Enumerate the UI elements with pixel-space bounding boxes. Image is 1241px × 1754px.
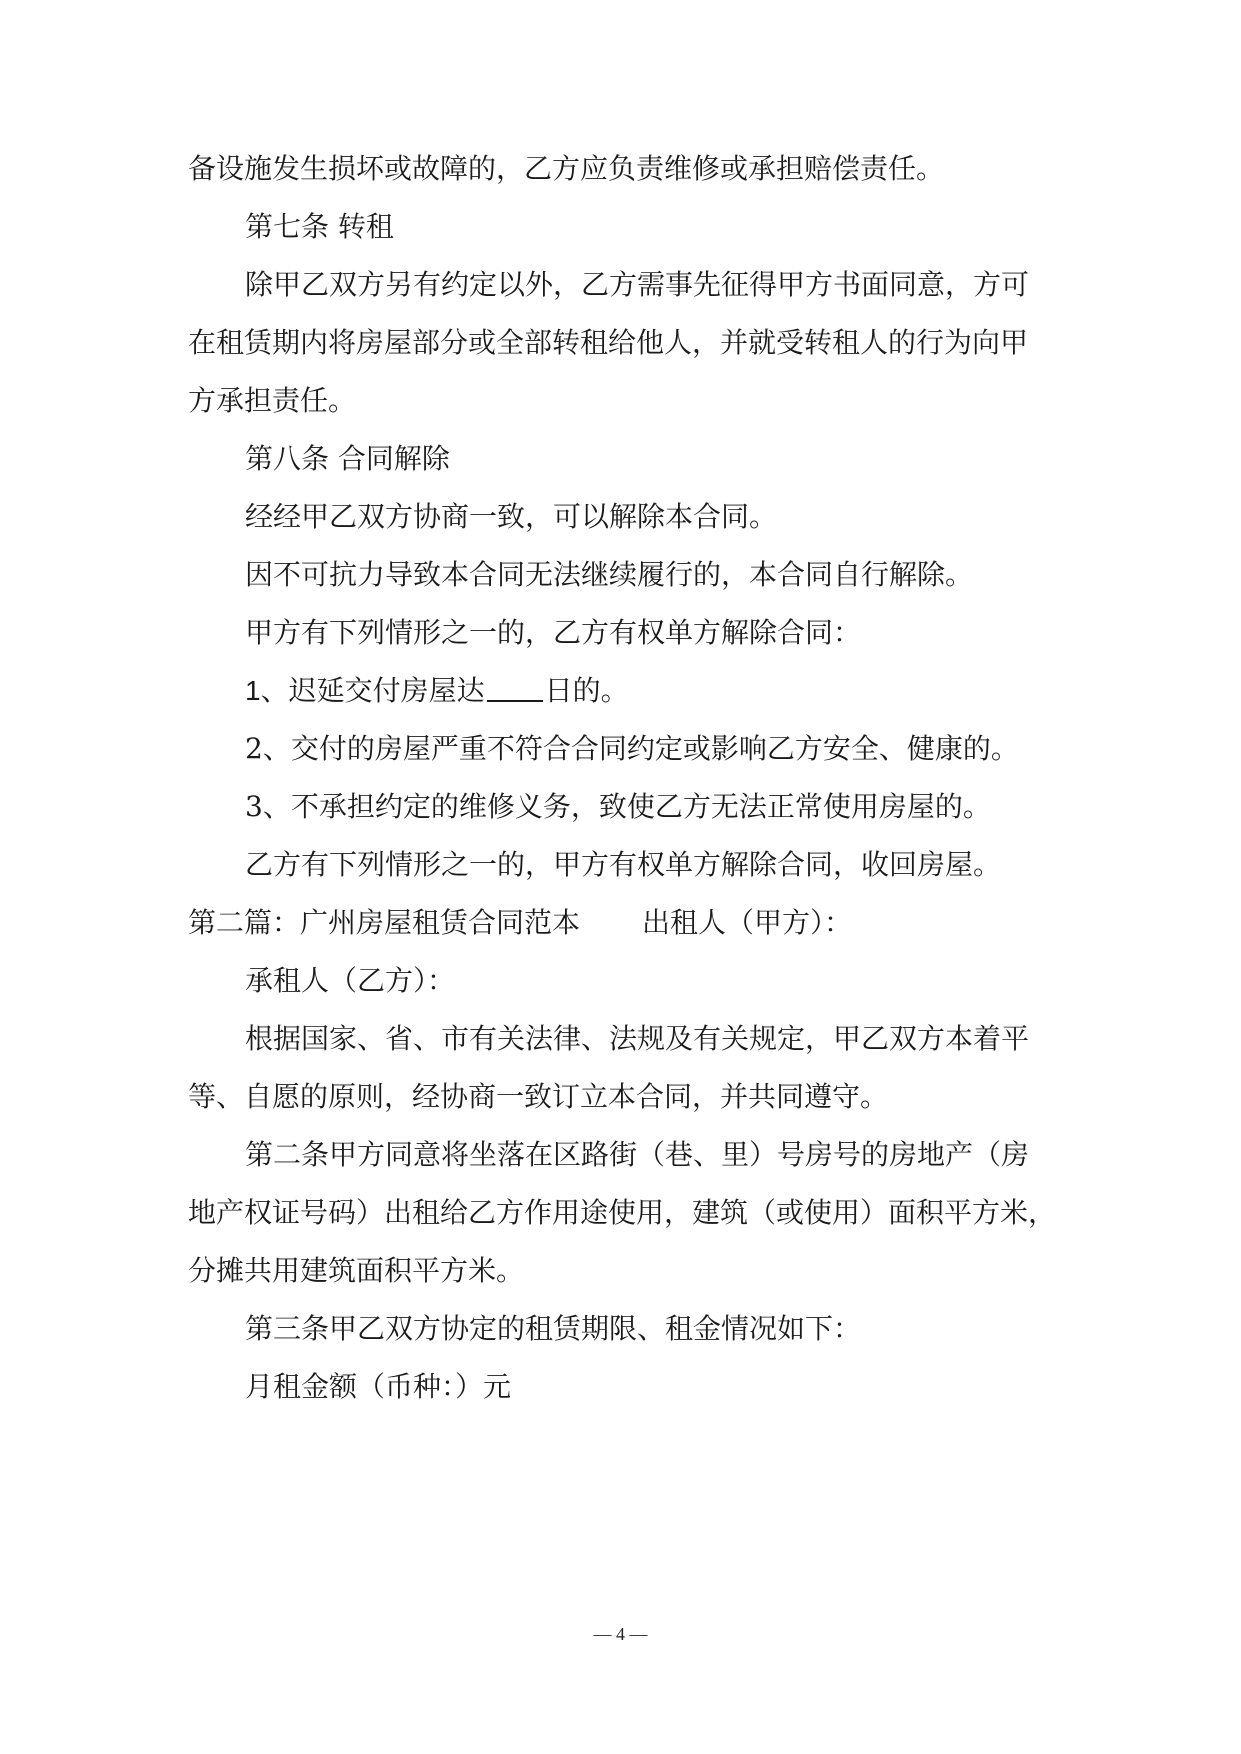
section-title: 第二篇：广州房屋租赁合同范本	[188, 906, 581, 939]
lessor-label: 出租人（甲方）：	[642, 906, 853, 939]
list-item: 3、不承担约定的维修义务，致使乙方无法正常使用房屋的。	[245, 790, 991, 823]
paragraph-line: 方承担责任。	[188, 384, 357, 417]
paragraph-line: 甲方有下列情形之一的，乙方有权单方解除合同：	[245, 616, 862, 649]
list-item-text: 1、迟延交付房屋达	[245, 675, 485, 706]
paragraph-line: 在租赁期内将房屋部分或全部转租给他人，并就受转租人的行为向甲	[188, 326, 1029, 359]
list-item: 2、交付的房屋严重不符合合同约定或影响乙方安全、健康的。	[245, 732, 1019, 765]
list-item-text: 日的。	[544, 674, 629, 707]
paragraph-line: 除甲乙双方另有约定以外，乙方需事先征得甲方书面同意，方可	[245, 268, 1030, 301]
list-item	[245, 673, 629, 709]
paragraph-line: 等、自愿的原则，经协商一致订立本合同，并共同遵守。	[188, 1080, 889, 1113]
paragraph-line: 乙方有下列情形之一的，甲方有权单方解除合同，收回房屋。	[245, 848, 1002, 881]
lessee-label: 承租人（乙方）：	[245, 964, 456, 997]
paragraph-line: 因不可抗力导致本合同无法继续履行的，本合同自行解除。	[245, 558, 974, 591]
paragraph-line: 经经甲乙双方协商一致，可以解除本合同。	[245, 500, 778, 533]
section-title-line	[188, 905, 852, 941]
article-heading: 第七条 转租	[245, 210, 394, 243]
paragraph-line: 根据国家、省、市有关法律、法规及有关规定，甲乙双方本着平	[245, 1022, 1030, 1055]
fill-in-blank	[487, 674, 543, 702]
paragraph-line: 备设施发生损坏或故障的，乙方应负责维修或承担赔偿责任。	[188, 152, 945, 185]
paragraph-line: 第二条甲方同意将坐落在区路街（巷、里）号房号的房地产（房	[245, 1138, 1030, 1171]
paragraph-line: 分摊共用建筑面积平方米。	[188, 1254, 525, 1287]
article-heading: 第八条 合同解除	[245, 442, 450, 475]
paragraph-line: 地产权证号码）出租给乙方作用途使用，建筑（或使用）面积平方米，	[188, 1196, 1057, 1229]
paragraph-line: 月租金额（币种：）元	[245, 1370, 512, 1403]
page-number: — 4 —	[593, 1624, 648, 1644]
paragraph-line: 第三条甲乙双方协定的租赁期限、租金情况如下：	[245, 1312, 862, 1345]
